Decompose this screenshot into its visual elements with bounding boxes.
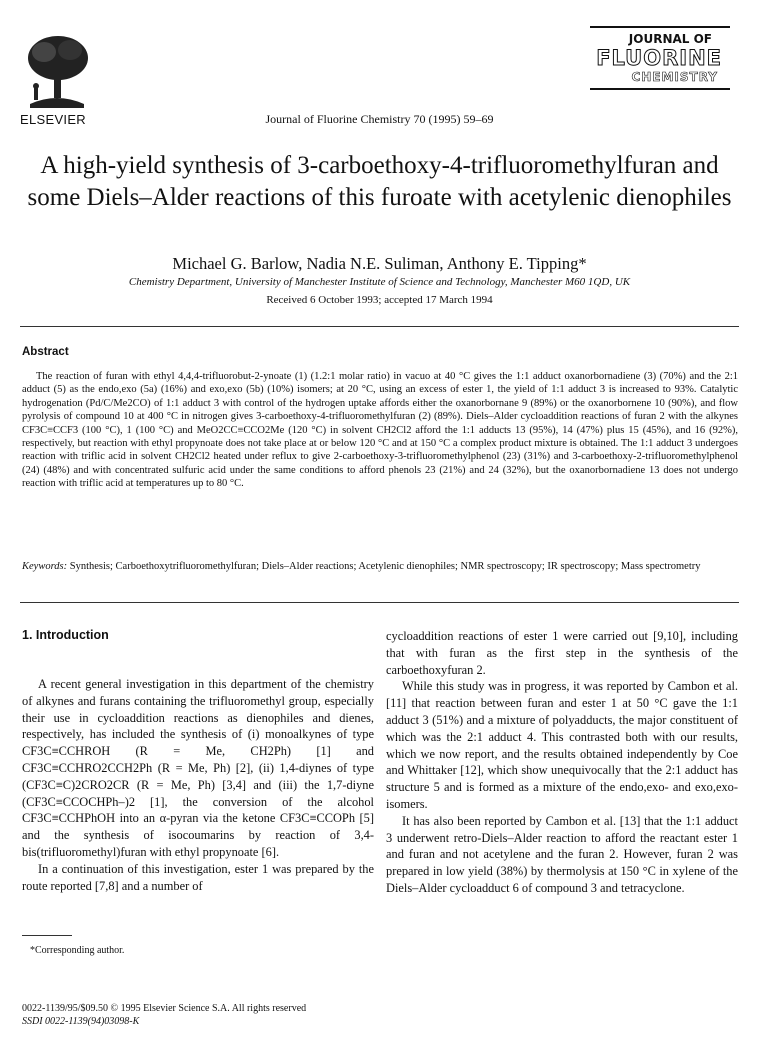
keywords	[22, 560, 738, 573]
journal-logo-line2: FLUORINE	[596, 46, 722, 70]
publisher-name: ELSEVIER	[20, 112, 86, 127]
left-column	[22, 676, 374, 894]
journal-citation: Journal of Fluorine Chemistry 70 (1995) 59–69	[265, 112, 494, 126]
paragraph: A recent general investigation in this department of the chemistry of alkynes and furans containing the trifluoromethyl group, especially their use in cycloaddition reactions as dienophiles and dienes, respectively, has included the synthesis of (i) monoalkynes of type CF3C≡CCHROH (R = Me, CH2Ph) [1] and CF3C≡CCHRO2CCH2Ph (R = Me, Ph) [2], (ii) 1,4-diynes of type (CF3C≡C)2CRO2CR (R = Me, Ph) [3,4] and (iii) the 1,7-diyne (CF3C≡CCOCHPh–)2 [1], the conversion of the alcohol CF3C≡CCHPhOH into an α-pyran via the ketone CF3C≡CCOPh [5] and the synthesis of isocoumarins by reaction of 3,4-bis(trifluoromethyl)furan with ethyl propynoate [6].	[22, 677, 374, 859]
divider	[20, 326, 739, 327]
author-affiliation: Chemistry Department, University of Manchester Institute of Science and Technology, Manchester M60 1QD, UK	[128, 276, 631, 288]
article-authors: Michael G. Barlow, Nadia N.E. Suliman, Anthony E. Tipping*	[172, 254, 587, 273]
abstract-body: The reaction of furan with ethyl 4,4,4-trifluorobut-2-ynoate (1) (1.2:1 molar ratio) in vacuo at 40 °C gives the 1:1 adduct oxanorbornadiene (3) (70%) and the 2:1 adduct (5) as the endo,exo (5a) (16%) and exo,exo (5b) (10%) isomers; at 20 °C, using an excess of ester 1, the yield of 1:1 adduct 3 is increased to 93%. Catalytic hydrogenation (Pd/C/Me2CO) of 1:1 adduct 3 with control of the hydrogen uptake affords either the oxanorbornane 9 (89%) or the oxanorbornene 10 (90%), and flow pyrolysis of compound 10 at 400 °C in nitrogen gives 3-carboethoxy-4-trifluoromethylfuran (2) (89%). Diels–Alder cycloaddition reactions of furan 2 with the alkynes CF3C≡CCF3 (100 °C), 1 (100 °C) and MeO2CC≡CCO2Me (120 °C) in solvent CH2Cl2 afford the 1:1 adducts 13 (95%), 14 (47%) plus 15 (45%), and 16 (92%), respectively, but reaction with ethyl propynoate does not take place at or below 120 °C and at 150 °C a complex product mixture is obtained. The 1:1 adduct 3 undergoes reaction with triflic acid in solvent CH2Cl2 heated under reflux to give 2-carboethoxy-3-trifluoromethylphenol (23) (31%) and 3-carboethoxy-2-trifluoromethylphenol (24) (48%) and with concentrated sulfuric acid under the same conditions to afford phenols 23 (21%) and 24 (32%), but the oxanorbornadiene 13 does not undergo reaction with triflic acid at temperatures up to 80 °C.	[22, 371, 738, 490]
received-dates: Received 6 October 1993; accepted 17 March 1994	[266, 294, 493, 306]
right-column	[386, 628, 738, 897]
ssdi-line: SSDI 0022-1139(94)03098-K	[22, 1016, 140, 1027]
keywords-text: Synthesis; Carboethoxytrifluoromethylfuran; Diels–Alder reactions; Acetylenic dienophiles; NMR spectroscopy; IR spectroscopy; Mass spectrometry	[67, 561, 701, 572]
footnote-divider	[22, 935, 72, 936]
footnote: *Corresponding author.	[30, 945, 125, 956]
copyright-notice	[22, 1002, 306, 1028]
article-title: A high-yield synthesis of 3-carboethoxy-4-trifluoromethylfuran and some Diels–Alder reactions of this furoate with acetylenic dienophiles	[27, 152, 732, 211]
divider	[20, 602, 739, 603]
journal-logo	[590, 26, 730, 126]
section-heading-introduction: 1. Introduction	[22, 628, 109, 642]
paragraph: In a continuation of this investigation, ester 1 was prepared by the route reported [7,8] and a number of	[22, 861, 374, 893]
elsevier-tree-logo	[22, 30, 92, 110]
paragraph: While this study was in progress, it was reported by Cambon et al. [11] that reaction between furan and ester 1 at 50 °C gave the 1:1 adduct 3 (51%) and a mixture of polyadducts, the major constituent of which was the 2:1 adduct 4. This contrasted both with our results, which we now report, and the results obtained independently by Coe and Whittaker [12], which show unequivocally that the 2:1 adduct has structure 5 and is formed as a mixture of the endo,exo- and exo,exo-isomers.	[386, 679, 738, 811]
paragraph: cycloaddition reactions of ester 1 were carried out [9,10], including that with furan as the first step in the synthesis of the carboethoxyfuran 2.	[386, 629, 738, 677]
journal-logo-line3: CHEMISTRY	[631, 70, 718, 84]
copyright-line: 0022-1139/95/$09.50 © 1995 Elsevier Science S.A. All rights reserved	[22, 1003, 307, 1014]
journal-logo-line1: JOURNAL OF	[628, 32, 712, 46]
paragraph: It has also been reported by Cambon et al. [13] that the 1:1 adduct 3 underwent retro-Diels–Alder reaction to afford the reactant ester 1 and furan and not acetylene and the furan 2. However, furan 2 was prepared in low yield (38%) by thermolysis at 150 °C in xylene of the Diels–Alder cycloadduct 6 of compound 3 and tetracyclone.	[386, 813, 738, 895]
keywords-label: Keywords:	[22, 561, 68, 572]
abstract-heading: Abstract	[22, 346, 69, 358]
